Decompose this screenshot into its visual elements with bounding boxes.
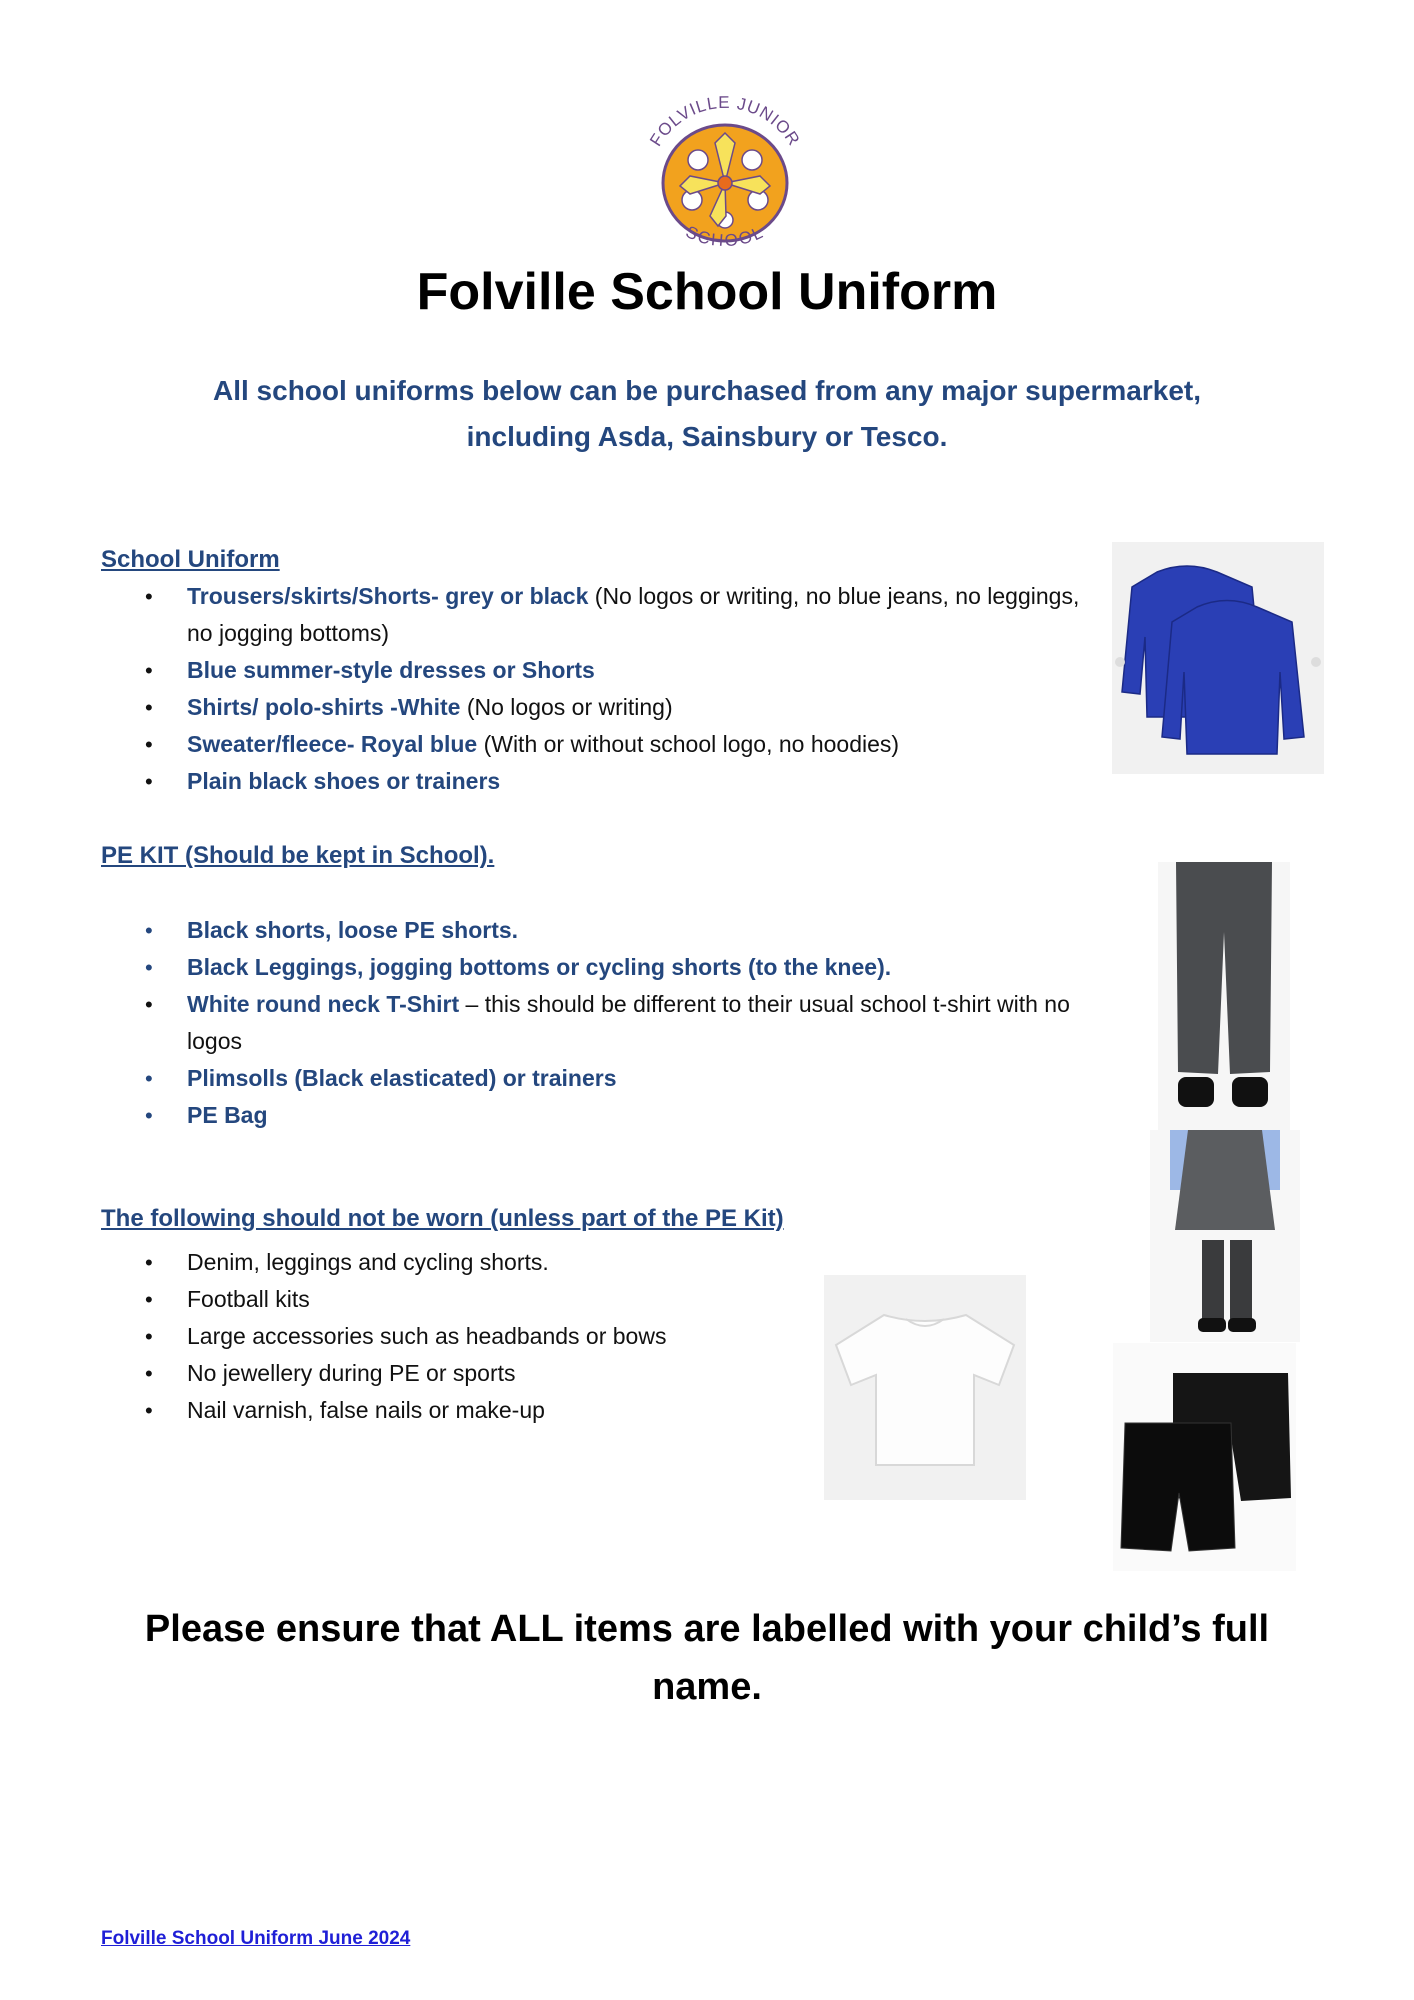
list-item: • Nail varnish, false nails or make-up — [145, 1397, 545, 1423]
logo-arc-bottom: SCHOOL — [682, 222, 768, 251]
intro-line-1: All school uniforms below can be purchased from any major supermarket, — [212, 375, 1202, 406]
list-item: • Sweater/fleece- Royal blue (With or without school logo, no hoodies) — [145, 731, 900, 757]
not-worn-list — [101, 1244, 861, 1429]
shorts-photo — [1113, 1343, 1296, 1571]
pe-kit-list — [101, 912, 1161, 1134]
uniform-heading: School Uniform — [101, 546, 280, 573]
sweater-photo — [1112, 542, 1324, 774]
list-item: • Large accessories such as headbands or bows — [145, 1323, 667, 1349]
pe-kit-heading: PE KIT (Should be kept in School). — [101, 842, 495, 869]
list-item: • PE Bag — [145, 1102, 268, 1128]
skirt-photo — [1150, 1130, 1300, 1342]
list-item: • Plain black shoes or trainers — [145, 768, 501, 794]
labelling-notice — [130, 1600, 1284, 1716]
list-item: • No jewellery during PE or sports — [145, 1360, 516, 1386]
notice-line-2: name. — [652, 1666, 762, 1708]
trousers-photo — [1158, 862, 1290, 1132]
list-item: • Black Leggings, jogging bottoms or cycling shorts (to the knee). — [145, 954, 892, 980]
list-item: • Black shorts, loose PE shorts. — [145, 917, 519, 943]
school-logo — [630, 88, 820, 258]
list-item: • Denim, leggings and cycling shorts. — [145, 1249, 549, 1275]
list-item: • White round neck T-Shirt – this should be different to their usual school t-shirt with no logos — [145, 991, 1070, 1054]
document-footer: Folville School Uniform June 2024 — [101, 1928, 411, 1949]
logo-arc-top: FOLVILLE JUNIOR — [646, 92, 804, 150]
not-worn-heading: The following should not be worn (unless part of the PE Kit) — [101, 1205, 784, 1232]
list-item: • Shirts/ polo-shirts -White (No logos or writing) — [145, 694, 673, 720]
intro-line-2: including Asda, Sainsbury or Tesco. — [466, 421, 948, 452]
list-item: • Blue summer-style dresses or Shorts — [145, 657, 595, 683]
notice-line-1: Please ensure that ALL items are labelled with your child’s full — [144, 1608, 1270, 1650]
page-title: Folville School Uniform — [416, 263, 998, 321]
list-item: • Plimsolls (Black elasticated) or trainers — [145, 1065, 617, 1091]
list-item: • Trousers/skirts/Shorts- grey or black (No logos or writing, no blue jeans, no leggings, no jogging bottoms) — [145, 583, 1080, 646]
intro-text — [130, 368, 1284, 460]
uniform-list — [101, 578, 1111, 800]
tshirt-photo — [824, 1275, 1026, 1500]
list-item: • Football kits — [145, 1286, 310, 1312]
